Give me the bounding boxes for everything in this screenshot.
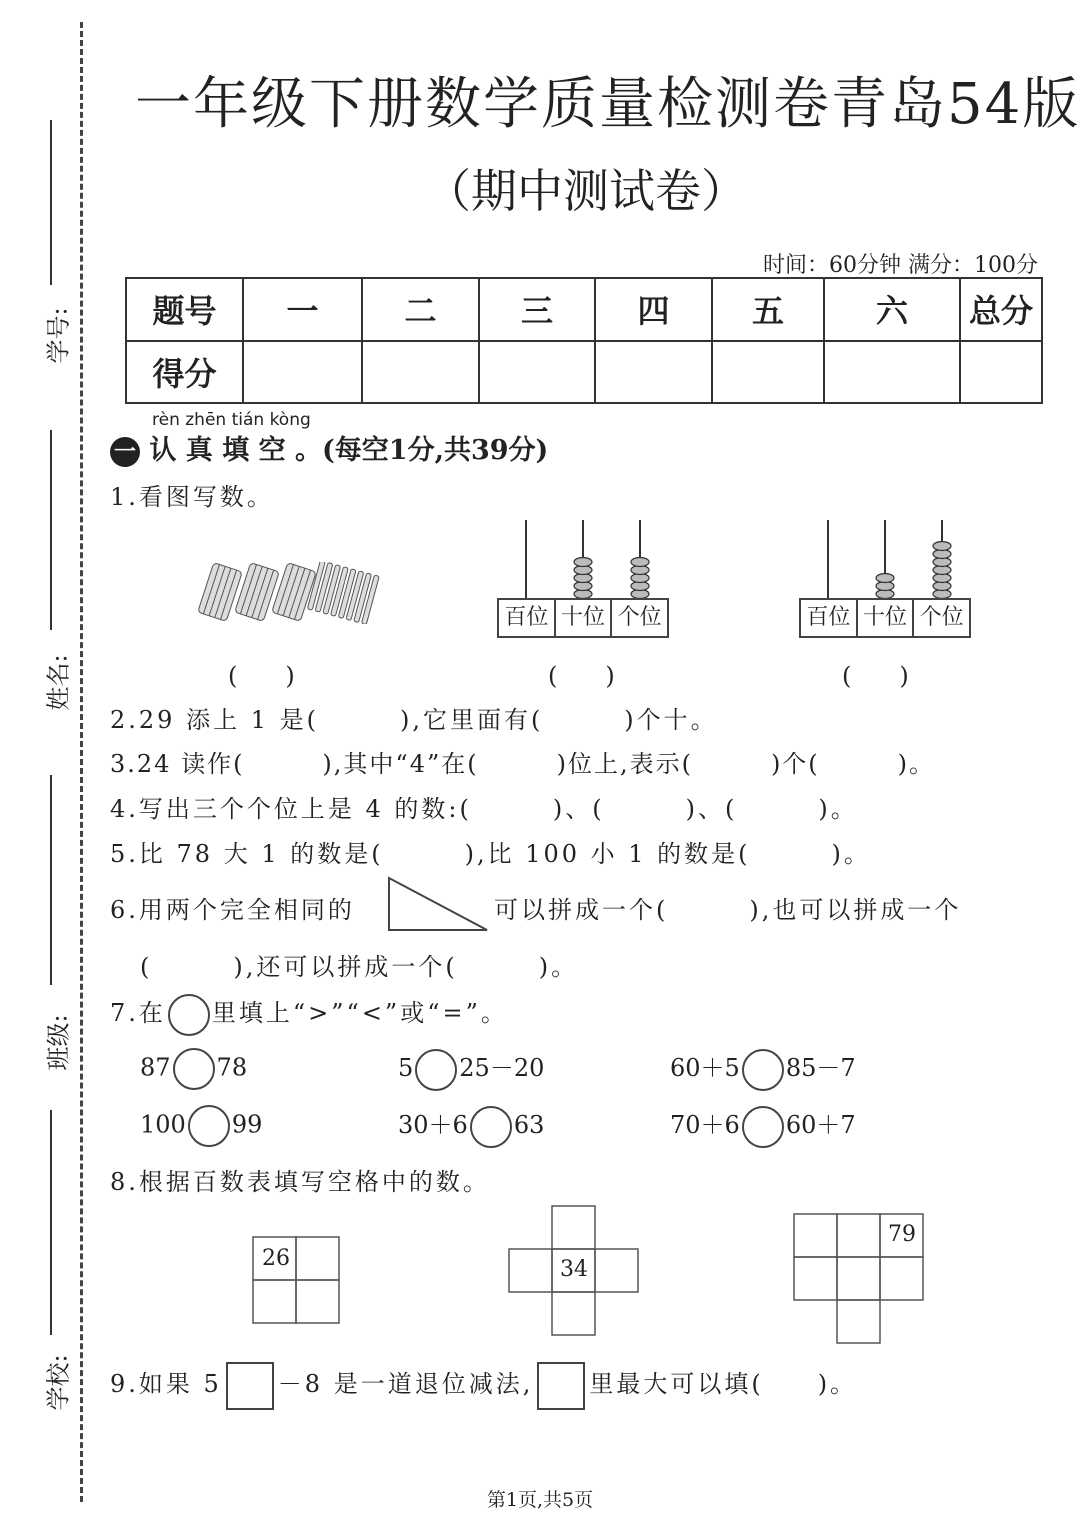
place-ones-label: 个位 [617,605,662,630]
score-cell-header: 四 [595,278,712,341]
score-cell-header: 一 [243,278,362,341]
score-input-cell[interactable] [960,341,1042,404]
abacus-label-box [799,598,971,638]
abacus-label-box [497,598,669,638]
score-cell-header: 总分 [960,278,1042,341]
compare-left: 30＋6 [398,1111,468,1139]
compare-circle[interactable] [742,1106,784,1148]
place-tens-label: 十位 [858,600,915,636]
page-subtitle: （期中测试卷） [425,164,747,218]
abacus-rods [799,518,971,600]
compare-item [670,1048,856,1091]
question-8: 8.根据百数表填写空格中的数。 [110,1168,490,1196]
score-cell-header: 三 [479,278,595,341]
compare-item [140,1048,247,1090]
page-footer: 第1页,共5页 [486,1489,594,1511]
question-6-part-b: 可以拼成一个( ),也可以拼成一个 [494,896,962,924]
place-hundreds-label: 百位 [499,600,556,636]
section-number-badge: 一 [110,437,140,467]
compare-item [670,1105,856,1148]
class-line [50,775,52,985]
compare-left: 100 [140,1110,186,1139]
abacus-1 [497,518,669,636]
compare-right: 78 [216,1053,248,1082]
compare-left: 87 [140,1053,171,1082]
circle-icon [168,994,210,1036]
section-heading [110,428,548,467]
answer-blank-1b[interactable]: ( ) [548,662,615,690]
compare-left: 5 [398,1054,414,1082]
answer-blank-1a[interactable]: ( ) [228,662,295,690]
score-input-cell[interactable] [712,341,824,404]
grid-number-34: 34 [560,1257,588,1282]
answer-blank-1c[interactable]: ( ) [842,662,909,690]
score-input-cell[interactable] [243,341,362,404]
score-cell-header: 二 [362,278,479,341]
question-3: 3.24 读作( ),其中“4”在( )位上,表示( )个( )。 [110,750,936,778]
score-table [125,277,1043,404]
time-info: 时间：60分钟 满分：100分 [763,253,1038,278]
page-title: 一年级下册数学质量检测卷青岛54版 [135,72,1080,137]
score-input-cell[interactable] [824,341,960,404]
right-triangle-shape [387,876,489,932]
abacus-rods [497,518,669,600]
question-9-part-b: －8 是一道退位减法, [277,1370,534,1398]
question-5: 5.比 78 大 1 的数是( ),比 100 小 1 的数是( )。 [110,840,871,868]
question-9-part-c: 里最大可以填( )。 [589,1370,858,1398]
grid-number-26: 26 [262,1246,290,1271]
question-6-part-c: ( ),还可以拼成一个( )。 [140,953,579,981]
name-label: 姓名: [44,654,73,711]
compare-right: 85－7 [785,1054,856,1082]
score-cell-header: 题号 [126,278,243,341]
compare-circle[interactable] [173,1048,215,1090]
score-input-cell[interactable] [362,341,479,404]
score-input-cell[interactable] [479,341,595,404]
abacus-2 [799,518,971,636]
compare-right: 99 [231,1110,263,1139]
question-9-part-a: 9.如果 5 [110,1370,222,1398]
place-ones-label: 个位 [919,605,964,630]
compare-right: 25－20 [459,1054,545,1082]
question-6-part-a: 6.用两个完全相同的 [110,896,355,924]
school-label: 学校: [44,1354,73,1411]
binding-dashed-line [80,22,83,1502]
score-table-score-row [126,341,1042,404]
question-7-part-b: 里填上“>”“<”或“=”。 [211,999,508,1027]
question-1: 1.看图写数。 [110,483,274,511]
question-7-part-a: 7.在 [110,999,166,1027]
compare-item [398,1105,544,1148]
student-id-label: 学号: [44,307,73,364]
score-cell-header: 六 [824,278,960,341]
place-hundreds-label: 百位 [801,600,858,636]
compare-item [140,1105,262,1147]
place-tens-label: 十位 [556,600,613,636]
compare-circle[interactable] [742,1049,784,1091]
name-line [50,430,52,630]
school-line [50,1110,52,1335]
score-row-label: 得分 [126,341,243,404]
question-9 [110,1360,857,1410]
compare-circle[interactable] [470,1106,512,1148]
section-heading-text: 认 真 填 空 。(每空1分,共39分) [149,435,549,466]
answer-box[interactable] [226,1362,274,1410]
question-7 [110,992,508,1036]
score-cell-header: 五 [712,278,824,341]
grid-number-79: 79 [888,1222,916,1247]
question-4: 4.写出三个个位上是 4 的数:( )、( )、( )。 [110,795,858,823]
compare-left: 60＋5 [670,1054,740,1082]
compare-item [398,1048,544,1091]
compare-circle[interactable] [188,1105,230,1147]
compare-circle[interactable] [415,1049,457,1091]
score-table-header-row [126,278,1042,341]
compare-left: 70＋6 [670,1111,740,1139]
question-2: 2.29 添上 1 是( ),它里面有( )个十。 [110,706,718,734]
compare-right: 60＋7 [785,1111,856,1139]
answer-box[interactable] [537,1362,585,1410]
score-input-cell[interactable] [595,341,712,404]
compare-right: 63 [513,1111,545,1139]
section-pinyin: rèn zhēn tián kòng [152,410,311,430]
class-label: 班级: [44,1014,73,1071]
sticks-image [195,562,385,624]
student-id-line [50,120,52,285]
